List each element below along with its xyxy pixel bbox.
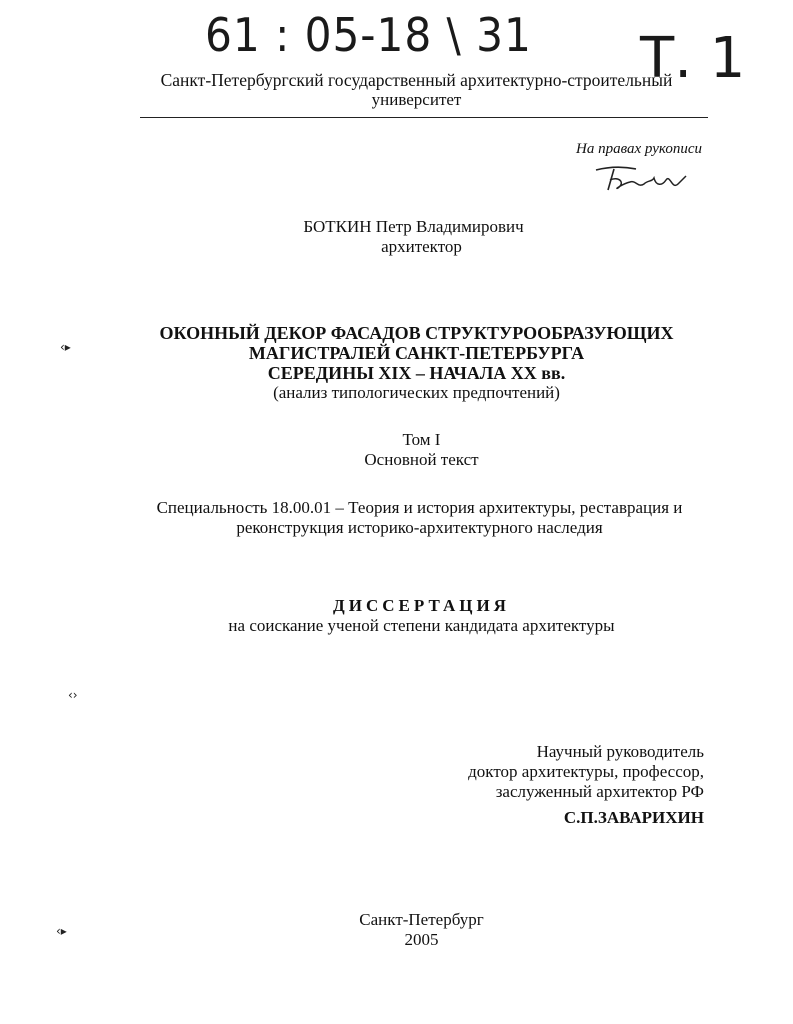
author-profession: архитектор — [381, 237, 462, 256]
dissertation-title-line2: МАГИСТРАЛЕЙ САНКТ-ПЕТЕРБУРГА — [248, 343, 585, 363]
dissertation-title-line1: ОКОННЫЙ ДЕКОР ФАСАДОВ СТРУКТУРООБРАЗУЮЩИХ — [159, 323, 674, 343]
footer-city: Санкт-Петербург — [359, 910, 484, 929]
footer-year: 2005 — [404, 930, 439, 949]
supervisor-title2: заслуженный архитектор РФ — [495, 782, 704, 801]
dissertation-heading: ДИССЕРТАЦИЯ — [333, 596, 510, 615]
margin-mark: ‹▸ — [60, 340, 71, 354]
supervisor-name: С.П.ЗАВАРИХИН — [563, 808, 704, 827]
dissertation-title-line3: СЕРЕДИНЫ XIX – НАЧАЛА XX вв. — [267, 363, 566, 383]
degree-description: на соискание ученой степени кандидата архитектуры — [228, 616, 615, 635]
volume-label: Том I — [402, 430, 441, 449]
margin-mark: ‹› — [68, 688, 78, 702]
handwritten-volume-mark: Т. 1 — [640, 26, 746, 91]
supervisor-role: Научный руководитель — [536, 742, 704, 761]
dissertation-subtitle: (анализ типологических предпочтений) — [273, 383, 560, 402]
manuscript-rights-label: На правах рукописи — [576, 141, 702, 157]
university-name-line1: Санкт-Петербургский государственный архитектурно-строительный — [160, 70, 673, 90]
header-divider — [140, 117, 708, 118]
author-name: БОТКИН Петр Владимирович — [303, 217, 524, 236]
specialty-line2: реконструкция историко-архитектурного наследия — [236, 518, 603, 537]
margin-mark: ‹▸ — [56, 924, 67, 938]
signature-image — [592, 160, 688, 196]
volume-description: Основной текст — [364, 450, 479, 469]
specialty-line1: Специальность 18.00.01 – Теория и история архитектуры, реставрация и — [156, 498, 683, 517]
university-name-line2: университет — [371, 90, 462, 109]
supervisor-title1: доктор архитектуры, профессор, — [468, 762, 704, 781]
handwritten-catalog-number: 61 : 05-18 \ 31 — [205, 8, 532, 62]
